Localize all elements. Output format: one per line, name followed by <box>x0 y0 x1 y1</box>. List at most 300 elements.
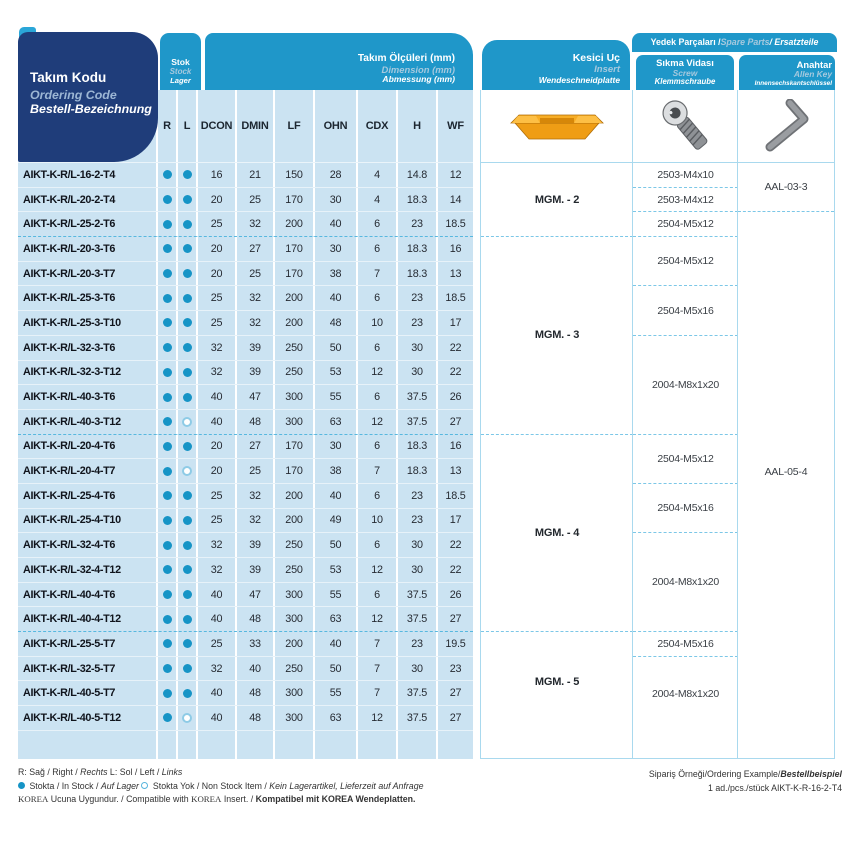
dimension-value: 6 <box>374 341 380 354</box>
dimension-value: 53 <box>329 366 342 379</box>
column-header-label: LF <box>287 120 301 132</box>
pad-cell <box>315 731 358 759</box>
screw-cell-label: 2504-M5x12 <box>657 452 714 465</box>
footnote-text: Auf Lager <box>100 780 139 791</box>
catalog-table <box>18 90 473 759</box>
cell-dmin <box>237 533 275 557</box>
cell-stock-l <box>178 607 198 631</box>
column-header-label: R <box>163 120 171 132</box>
pad-cell <box>358 731 398 759</box>
cell-lf <box>275 681 315 705</box>
dimension-value: 39 <box>249 366 261 379</box>
dimension-value: 38 <box>329 267 342 280</box>
ordering-example-title-plain: Sipariş Örneği/Ordering Example/ <box>648 769 781 779</box>
dimension-value: 48 <box>329 316 342 329</box>
screw-cell-label: 2503-M4x10 <box>657 168 714 181</box>
cell-h <box>398 311 438 335</box>
dimension-value: 40 <box>210 588 223 601</box>
stock-dot-filled <box>183 195 192 204</box>
dimension-value: 39 <box>249 539 261 552</box>
legend-stock <box>18 780 488 794</box>
cell-cdx <box>358 163 398 187</box>
dimension-value: 20 <box>210 440 223 453</box>
footnotes <box>18 766 488 807</box>
dimension-value: 40 <box>329 637 342 650</box>
allen-key-cell <box>738 163 834 212</box>
dimension-value: 23 <box>411 637 423 650</box>
cell-h <box>398 212 438 236</box>
insert-cell-label: MGM. - 4 <box>534 526 580 539</box>
table-row <box>18 459 473 484</box>
screw-cell <box>633 188 738 213</box>
dimension-value: 30 <box>411 539 423 552</box>
dimension-value: 23 <box>449 662 462 675</box>
screw-cell <box>633 632 738 657</box>
column-header-label: H <box>413 120 421 132</box>
cell-dcon <box>198 286 237 310</box>
cell-lf <box>275 484 315 508</box>
pad-cell <box>178 731 198 759</box>
column-header-lf <box>275 90 315 162</box>
stock-dot-filled <box>183 541 192 550</box>
cell-dcon <box>198 163 237 187</box>
pad-cell <box>438 731 473 759</box>
non-stock-dot <box>141 782 148 789</box>
cell-ohn <box>315 212 358 236</box>
dimension-value: 4 <box>374 193 380 206</box>
dimension-value: 7 <box>374 687 380 700</box>
dimension-value: 250 <box>285 563 303 576</box>
cell-cdx <box>358 410 398 434</box>
cell-h <box>398 336 438 360</box>
dimension-value: 200 <box>285 514 303 527</box>
cell-dmin <box>237 286 275 310</box>
cell-dmin <box>237 558 275 582</box>
screw-cell-label: 2503-M4x12 <box>657 193 714 206</box>
dimension-value: 28 <box>329 168 342 181</box>
column-header-label: L <box>183 120 191 132</box>
cell-dcon <box>198 188 237 212</box>
cell-code <box>18 262 158 286</box>
allen-key-cell <box>738 212 834 731</box>
screw-cell <box>633 336 738 435</box>
table-row <box>18 632 473 657</box>
dimension-value: 47 <box>249 588 261 601</box>
cell-h <box>398 286 438 310</box>
insert-column <box>480 90 633 759</box>
cell-dmin <box>237 163 275 187</box>
insert-header-box <box>482 40 630 90</box>
cell-cdx <box>358 188 398 212</box>
dimension-value: 300 <box>285 391 303 404</box>
table-row <box>18 336 473 361</box>
insert-label-tr: Kesici Uç <box>572 52 620 65</box>
spare-parts-banner <box>632 33 837 52</box>
cell-ohn <box>315 484 358 508</box>
dimension-value: 6 <box>374 218 380 231</box>
dimension-value: 21 <box>249 168 261 181</box>
stock-dot-filled <box>163 170 172 179</box>
cell-cdx <box>358 558 398 582</box>
stock-dot-filled <box>183 442 192 451</box>
dimension-value: 16 <box>449 440 462 453</box>
cell-dmin <box>237 212 275 236</box>
cell-dcon <box>198 607 237 631</box>
cell-wf <box>438 509 473 533</box>
cell-dmin <box>237 583 275 607</box>
dimension-value: 170 <box>285 465 303 478</box>
screw-icon-cell <box>633 90 738 163</box>
cell-h <box>398 657 438 681</box>
dimension-value: 32 <box>210 366 223 379</box>
ordering-example <box>649 768 842 795</box>
dimension-value: 6 <box>374 391 380 404</box>
cell-lf <box>275 509 315 533</box>
stock-dot-filled <box>183 170 192 179</box>
cell-dcon <box>198 681 237 705</box>
dimension-value: 18.3 <box>406 267 428 280</box>
table-row <box>18 385 473 410</box>
cell-lf <box>275 410 315 434</box>
footnote-text: Stokta Yok / Non Stock Item / <box>150 780 270 791</box>
dimension-value: 23 <box>411 292 423 305</box>
dimension-value: 6 <box>374 539 380 552</box>
dimension-value: 48 <box>249 613 261 626</box>
stock-dot-open <box>182 713 192 723</box>
cell-cdx <box>358 706 398 730</box>
cell-stock-r <box>158 262 178 286</box>
dimension-value: 63 <box>329 711 342 724</box>
dimension-value: 12 <box>371 366 383 379</box>
stock-dot-filled <box>163 417 172 426</box>
cell-wf <box>438 237 473 261</box>
dimension-value: 12 <box>371 415 383 428</box>
screw-cell <box>633 163 738 188</box>
dimension-value: 37.5 <box>406 391 428 404</box>
cell-wf <box>438 262 473 286</box>
pad-cell <box>198 731 237 759</box>
cell-cdx <box>358 336 398 360</box>
dimension-value: 30 <box>411 662 423 675</box>
cell-code <box>18 163 158 187</box>
stock-dot-filled <box>183 368 192 377</box>
stock-dot-filled <box>163 664 172 673</box>
cell-wf <box>438 410 473 434</box>
dimension-value: 10 <box>371 514 383 527</box>
cell-stock-r <box>158 484 178 508</box>
cell-h <box>398 607 438 631</box>
insert-cell <box>481 632 633 731</box>
tool-code: AIKT-K-R/L-40-4-T6 <box>23 588 116 601</box>
cell-stock-r <box>158 657 178 681</box>
table-row <box>18 410 473 435</box>
allen-key-icon-cell <box>738 90 834 163</box>
cell-stock-r <box>158 237 178 261</box>
cell-code <box>18 706 158 730</box>
cell-stock-r <box>158 435 178 459</box>
stock-dot-filled <box>183 565 192 574</box>
cell-lf <box>275 163 315 187</box>
dimensions-header-box <box>205 33 473 90</box>
allen-key-cell-label: AAL-05-4 <box>764 465 808 478</box>
dimension-value: 25 <box>249 465 261 478</box>
stock-dot-open <box>182 466 192 476</box>
insert-label-de: Wendeschneidplatte <box>538 74 620 85</box>
tool-code: AIKT-K-R/L-20-3-T6 <box>23 242 116 255</box>
dimension-value: 39 <box>249 341 261 354</box>
dimension-value: 37.5 <box>406 588 428 601</box>
dimension-value: 6 <box>374 588 380 601</box>
cell-cdx <box>358 657 398 681</box>
compatibility-note <box>18 793 488 807</box>
dimension-value: 18.3 <box>406 465 428 478</box>
cell-wf <box>438 632 473 656</box>
stock-dot-filled <box>183 318 192 327</box>
cell-h <box>398 533 438 557</box>
screw-cell-label: 2004-M8x1x20 <box>651 378 720 391</box>
stock-dot-filled <box>163 491 172 500</box>
cell-dmin <box>237 509 275 533</box>
dimension-value: 27 <box>449 415 462 428</box>
screw-cell <box>633 435 738 484</box>
cell-wf <box>438 533 473 557</box>
cell-code <box>18 484 158 508</box>
cell-lf <box>275 286 315 310</box>
footnote-text: KOREA <box>191 794 222 804</box>
table-row <box>18 558 473 583</box>
cell-dmin <box>237 410 275 434</box>
screw-label-en: Screw <box>672 67 698 78</box>
dimension-value: 22 <box>449 539 462 552</box>
dimension-value: 22 <box>449 341 462 354</box>
ordering-code-title-en: Ordering Code <box>30 88 117 102</box>
cell-ohn <box>315 262 358 286</box>
dimension-value: 170 <box>285 267 303 280</box>
dimension-value: 27 <box>449 711 462 724</box>
cell-lf <box>275 435 315 459</box>
cell-stock-l <box>178 237 198 261</box>
tool-code: AIKT-K-R/L-40-3-T6 <box>23 391 116 404</box>
footnote-text: R: Sağ / Right / <box>18 767 81 777</box>
cell-cdx <box>358 459 398 483</box>
dimension-value: 14.8 <box>406 168 428 181</box>
footnote-text: Links <box>161 767 183 777</box>
dimension-value: 18.5 <box>445 489 466 502</box>
cell-dmin <box>237 361 275 385</box>
tool-code: AIKT-K-R/L-25-3-T10 <box>23 316 121 329</box>
dimension-value: 7 <box>374 267 380 280</box>
dimension-value: 7 <box>374 465 380 478</box>
dimension-value: 32 <box>210 341 223 354</box>
screw-cell-label: 2504-M5x16 <box>657 502 714 515</box>
cell-code <box>18 336 158 360</box>
cell-lf <box>275 361 315 385</box>
table-body <box>18 163 473 759</box>
dimension-value: 25 <box>249 193 261 206</box>
allen-key-label-tr: Anahtar <box>796 58 832 70</box>
cell-lf <box>275 188 315 212</box>
dimension-value: 33 <box>249 637 261 650</box>
dimension-value: 50 <box>329 341 342 354</box>
dimension-value: 37.5 <box>406 711 428 724</box>
dimension-value: 6 <box>374 242 380 255</box>
cell-stock-r <box>158 533 178 557</box>
cell-stock-r <box>158 632 178 656</box>
cell-stock-l <box>178 212 198 236</box>
stock-dot-filled <box>163 689 172 698</box>
footnote-text: Kein Lagerartikel, Lieferzeit auf Anfrage <box>269 780 424 791</box>
cell-dmin <box>237 607 275 631</box>
footnote-text: Ucuna Uygundur. / Compatible with <box>48 794 192 804</box>
insert-cell <box>481 435 633 633</box>
dimension-value: 14 <box>449 193 462 206</box>
stock-header-box <box>160 33 201 90</box>
cell-lf <box>275 706 315 730</box>
allen-key-column <box>737 90 835 759</box>
screw-cell-label: 2504-M5x12 <box>657 218 714 231</box>
dimension-value: 30 <box>329 242 342 255</box>
tool-code: AIKT-K-R/L-16-2-T4 <box>23 168 116 181</box>
dimension-value: 150 <box>285 168 303 181</box>
stock-dot-filled <box>163 615 172 624</box>
stock-dot-filled <box>183 516 192 525</box>
dimension-value: 18.5 <box>445 292 466 305</box>
cell-code <box>18 632 158 656</box>
dimension-value: 18.3 <box>406 440 428 453</box>
cell-cdx <box>358 385 398 409</box>
cell-wf <box>438 583 473 607</box>
cell-dmin <box>237 484 275 508</box>
dimension-value: 250 <box>285 341 303 354</box>
table-row <box>18 237 473 262</box>
spare-parts-label-tr: Yedek Parçaları / <box>650 36 721 47</box>
screw-cell <box>633 286 738 335</box>
column-header-wf <box>438 90 473 162</box>
insert-cell-label: MGM. - 2 <box>534 193 580 206</box>
cell-ohn <box>315 188 358 212</box>
table-row <box>18 311 473 336</box>
cell-ohn <box>315 558 358 582</box>
cell-stock-l <box>178 632 198 656</box>
allen-key-label-en: Allen Key <box>793 69 832 80</box>
column-header-label: OHN <box>323 120 348 132</box>
dimension-value: 32 <box>249 218 261 231</box>
cell-stock-r <box>158 361 178 385</box>
stock-label-de: Lager <box>170 75 191 85</box>
cell-code <box>18 509 158 533</box>
dimension-value: 23 <box>411 218 423 231</box>
screw-cells <box>633 163 738 731</box>
stock-dot-filled <box>183 615 192 624</box>
dimension-value: 50 <box>329 662 342 675</box>
dimension-value: 25 <box>249 267 261 280</box>
table-row <box>18 286 473 311</box>
cell-ohn <box>315 533 358 557</box>
dimension-value: 40 <box>249 662 261 675</box>
dimension-value: 32 <box>210 563 223 576</box>
dimension-value: 20 <box>210 267 223 280</box>
cell-h <box>398 262 438 286</box>
cell-dcon <box>198 632 237 656</box>
table-row <box>18 361 473 386</box>
stock-dot-filled <box>163 269 172 278</box>
dimension-value: 6 <box>374 440 380 453</box>
cell-stock-r <box>158 188 178 212</box>
dimension-value: 7 <box>374 637 380 650</box>
cell-stock-r <box>158 706 178 730</box>
dimension-value: 170 <box>285 440 303 453</box>
cell-wf <box>438 163 473 187</box>
insert-cell <box>481 237 633 435</box>
cell-dcon <box>198 484 237 508</box>
dimension-value: 30 <box>329 193 342 206</box>
cell-cdx <box>358 681 398 705</box>
tool-code: AIKT-K-R/L-40-4-T12 <box>23 613 121 626</box>
cell-h <box>398 509 438 533</box>
cell-ohn <box>315 607 358 631</box>
cell-ohn <box>315 286 358 310</box>
cell-wf <box>438 361 473 385</box>
dimensions-label-en: Dimension (mm) <box>381 63 455 75</box>
cell-h <box>398 459 438 483</box>
ordering-code-header-box <box>18 32 158 162</box>
footnote-text: Rechts <box>80 767 108 777</box>
pad-cell <box>18 731 158 759</box>
insert-cell <box>481 163 633 237</box>
dimension-value: 32 <box>249 316 261 329</box>
screw-cell-label: 2504-M5x16 <box>657 638 714 651</box>
stock-dot-filled <box>163 294 172 303</box>
screw-cell <box>633 212 738 237</box>
cell-stock-l <box>178 484 198 508</box>
cell-lf <box>275 459 315 483</box>
cell-cdx <box>358 583 398 607</box>
cell-code <box>18 657 158 681</box>
screw-cell-label: 2504-M5x12 <box>657 255 714 268</box>
cell-stock-l <box>178 459 198 483</box>
dimension-value: 6 <box>374 489 380 502</box>
stock-dot-filled <box>163 713 172 722</box>
cell-wf <box>438 558 473 582</box>
stock-dot-filled <box>163 195 172 204</box>
cell-stock-r <box>158 607 178 631</box>
dimension-value: 6 <box>374 292 380 305</box>
dimension-value: 50 <box>329 539 342 552</box>
dimension-value: 40 <box>210 687 223 700</box>
cell-dmin <box>237 632 275 656</box>
cell-lf <box>275 533 315 557</box>
cell-cdx <box>358 361 398 385</box>
stock-dot-filled <box>183 343 192 352</box>
cell-dcon <box>198 311 237 335</box>
tool-code: AIKT-K-R/L-25-5-T7 <box>23 637 116 650</box>
cell-dcon <box>198 385 237 409</box>
insert-cells <box>481 163 633 731</box>
dimension-value: 23 <box>411 489 423 502</box>
stock-dot-filled <box>163 516 172 525</box>
dimension-value: 13 <box>449 465 462 478</box>
cell-wf <box>438 188 473 212</box>
cell-ohn <box>315 583 358 607</box>
dimension-value: 26 <box>449 588 462 601</box>
dimension-value: 20 <box>210 193 223 206</box>
cell-lf <box>275 311 315 335</box>
cell-code <box>18 286 158 310</box>
stock-dot-filled <box>183 244 192 253</box>
dimension-value: 19.5 <box>445 637 466 650</box>
stock-dot-filled <box>163 318 172 327</box>
table-row <box>18 262 473 287</box>
